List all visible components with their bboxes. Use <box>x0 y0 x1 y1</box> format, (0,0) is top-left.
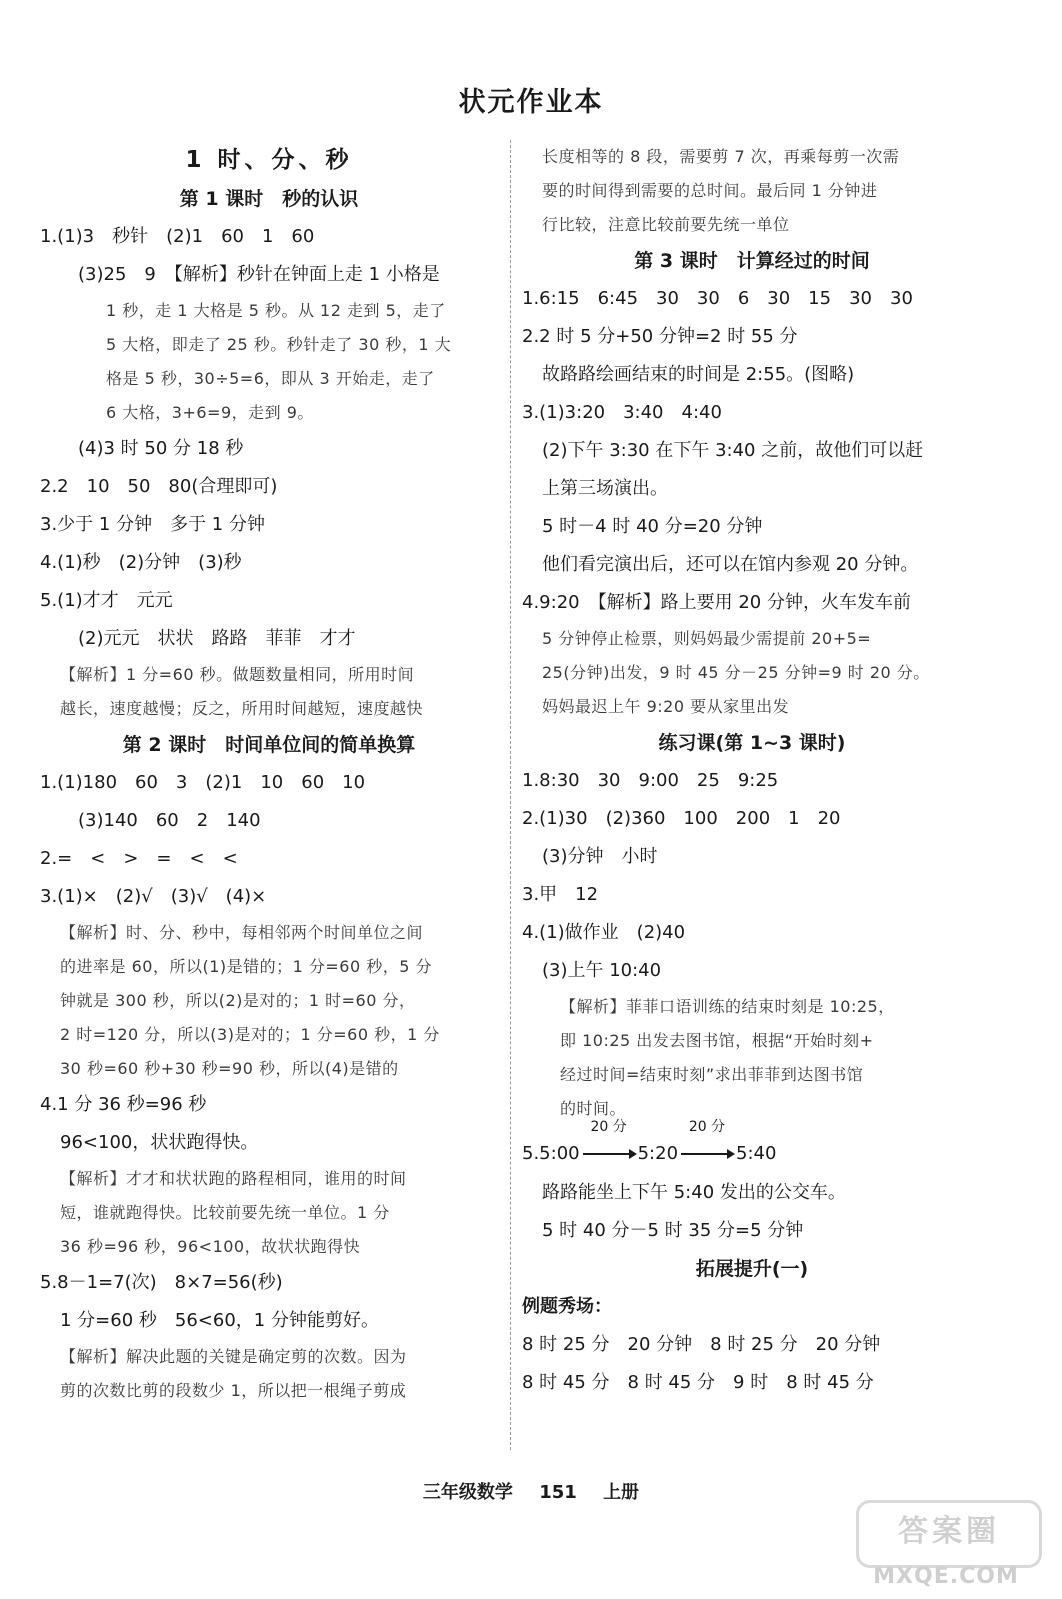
answer-line: 4.1 分 36 秒=96 秒 <box>40 1094 207 1115</box>
answer-line: 96<100，状状跑得快。 <box>60 1132 259 1153</box>
explanation-line: 越长，速度越慢；反之，所用时间越短，速度越快 <box>60 699 424 718</box>
answer-line: 1.8:30 30 9:00 25 9:25 <box>522 770 779 791</box>
answer-line: 3.少于 1 分钟 多于 1 分钟 <box>40 514 265 535</box>
answer-line: (3)上午 10:40 <box>542 960 662 981</box>
explanation-line: 即 10:25 出发去图书馆，根据“开始时刻+ <box>560 1031 874 1050</box>
page-number: 151 <box>539 1482 577 1503</box>
answer-line: 2.2 10 50 80(合理即可) <box>40 476 278 497</box>
answer-line: 5.(1)才才 元元 <box>40 590 173 611</box>
footer-volume: 上册 <box>603 1482 640 1503</box>
explanation-line: 30 秒=60 秒+30 秒=90 秒，所以(4)是错的 <box>60 1059 399 1078</box>
answer-line: (3)25 9 【解析】秒针在钟面上走 1 小格是 <box>78 264 440 285</box>
answer-line: 4.(1)做作业 (2)40 <box>522 922 686 943</box>
answer-line: 上第三场演出。 <box>542 478 668 499</box>
practice-heading: 练习课(第 1~3 课时) <box>658 732 846 754</box>
explanation-line: 【解析】菲菲口语训练的结束时刻是 10:25， <box>560 997 895 1016</box>
answer-line: 他们看完演出后，还可以在馆内参观 20 分钟。 <box>542 554 919 575</box>
answer-line: 1.(1)180 60 3 (2)1 10 60 10 <box>40 772 366 793</box>
answer-line: 2.(1)30 (2)360 100 200 1 20 <box>522 808 841 829</box>
column-divider <box>510 140 511 1450</box>
explanation-line: 6 大格，3+6=9，走到 9。 <box>106 403 314 422</box>
answer-line: 路路能坐上下午 5:40 发出的公交车。 <box>542 1182 846 1203</box>
explanation-line: 妈妈最迟上午 9:20 要从家里出发 <box>542 697 790 716</box>
answer-line: (3)140 60 2 140 <box>78 810 261 831</box>
explanation-line: 行比较，注意比较前要先统一单位 <box>542 215 790 234</box>
answer-line: 故路路绘画结束的时间是 2:55。(图略) <box>542 364 855 385</box>
answer-line: 4.9:20 【解析】路上要用 20 分钟，火车发车前 <box>522 592 911 613</box>
arrow-mid-time: 5:20 <box>637 1143 679 1164</box>
answer-line: (4)3 时 50 分 18 秒 <box>78 438 244 459</box>
answer-line: 4.(1)秒 (2)分钟 (3)秒 <box>40 552 242 573</box>
explanation-line: 格是 5 秒，30÷5=6，即从 3 开始走，走了 <box>106 369 435 388</box>
answer-line: 5.8－1=7(次) 8×7=56(秒) <box>40 1272 283 1293</box>
unit-title: 1 时、分、秒 <box>185 147 353 173</box>
answer-line: 3.(1)3:20 3:40 4:40 <box>522 402 722 423</box>
time-arrow-line <box>522 1119 982 1174</box>
explanation-line: 剪的次数比剪的段数少 1，所以把一根绳子剪成 <box>60 1381 407 1400</box>
answer-line: 5 时 40 分－5 时 35 分=5 分钟 <box>542 1220 804 1241</box>
answer-line: (2)元元 状状 路路 菲菲 才才 <box>78 628 356 649</box>
watermark-logo <box>856 1500 1036 1590</box>
extension-heading: 拓展提升(一) <box>695 1258 809 1280</box>
answer-line: 2.2 时 5 分+50 分钟=2 时 55 分 <box>522 326 798 347</box>
arrow-end-time: 5:40 <box>736 1143 777 1164</box>
watermark-seal: 答案圈 <box>856 1500 1042 1568</box>
explanation-line: 1 秒，走 1 大格是 5 秒。从 12 走到 5，走了 <box>106 301 446 320</box>
answer-line: 8 时 25 分 20 分钟 8 时 25 分 20 分钟 <box>522 1334 881 1355</box>
explanation-line: 5 分钟停止检票，则妈妈最少需提前 20+5= <box>542 629 872 648</box>
explanation-line: 【解析】时、分、秒中，每相邻两个时间单位之间 <box>60 923 424 942</box>
answer-line: 8 时 45 分 8 时 45 分 9 时 8 时 45 分 <box>522 1372 874 1393</box>
answer-line: 1.6:15 6:45 30 30 6 30 15 30 30 <box>522 288 913 309</box>
watermark-url: MXQE.COM <box>873 1564 1019 1589</box>
lesson-2-heading: 第 2 课时 时间单位间的简单换算 <box>122 734 416 756</box>
footer-subject: 三年级数学 <box>422 1482 513 1503</box>
answer-line: 2.= < > = < < <box>40 848 238 869</box>
answer-line: 1.(1)3 秒针 (2)1 60 1 60 <box>40 226 315 247</box>
answer-line: 1 分=60 秒 56<60，1 分钟能剪好。 <box>60 1310 379 1331</box>
arrow-start-time: 5.5:00 <box>522 1143 580 1164</box>
answer-line: 3.(1)× (2)√ (3)√ (4)× <box>40 886 267 907</box>
answer-line: 3.甲 12 <box>522 884 599 905</box>
page-title: 状元作业本 <box>458 87 604 118</box>
explanation-line: 【解析】才才和状状跑的路程相同，谁用的时间 <box>60 1169 407 1188</box>
answer-line: (3)分钟 小时 <box>542 846 658 867</box>
explanation-line: 25(分钟)出发，9 时 45 分－25 分钟=9 时 20 分。 <box>542 663 930 682</box>
example-label: 例题秀场： <box>522 1296 612 1317</box>
explanation-line: 要的时间得到需要的总时间。最后同 1 分钟进 <box>542 181 878 200</box>
arrow-right-icon <box>580 1119 638 1182</box>
explanation-line: 2 时=120 分，所以(3)是对的；1 分=60 秒，1 分 <box>60 1025 440 1044</box>
right-column <box>522 140 982 1402</box>
lesson-3-heading: 第 3 课时 计算经过的时间 <box>634 250 870 272</box>
explanation-line: 的进率是 60，所以(1)是错的；1 分=60 秒，5 分 <box>60 957 432 976</box>
left-column <box>40 140 498 1408</box>
explanation-line: 5 大格，即走了 25 秒。秒针走了 30 秒，1 大 <box>106 335 452 354</box>
lesson-1-heading: 第 1 课时 秒的认识 <box>179 188 359 210</box>
explanation-line: 钟就是 300 秒，所以(2)是对的；1 时=60 分， <box>60 991 416 1010</box>
explanation-line: 短，谁就跑得快。比较前要先统一单位。1 分 <box>60 1203 390 1222</box>
explanation-line: 经过时间=结束时刻”求出菲菲到达图书馆 <box>560 1065 864 1084</box>
answer-line: (2)下午 3:30 在下午 3:40 之前，故他们可以赶 <box>542 440 924 461</box>
arrow-label: 20 分 <box>688 1119 726 1135</box>
explanation-line: 36 秒=96 秒，96<100，故状状跑得快 <box>60 1237 361 1256</box>
explanation-line: 【解析】1 分=60 秒。做题数量相同，所用时间 <box>60 665 415 684</box>
answer-line: 5 时－4 时 40 分=20 分钟 <box>542 516 763 537</box>
explanation-line: 长度相等的 8 段，需要剪 7 次，再乘每剪一次需 <box>542 147 900 166</box>
explanation-line: 【解析】解决此题的关键是确定剪的次数。因为 <box>60 1347 407 1366</box>
arrow-label: 20 分 <box>590 1119 627 1135</box>
arrow-right-icon <box>678 1119 736 1182</box>
explanation-line: 的时间。 <box>560 1099 627 1118</box>
